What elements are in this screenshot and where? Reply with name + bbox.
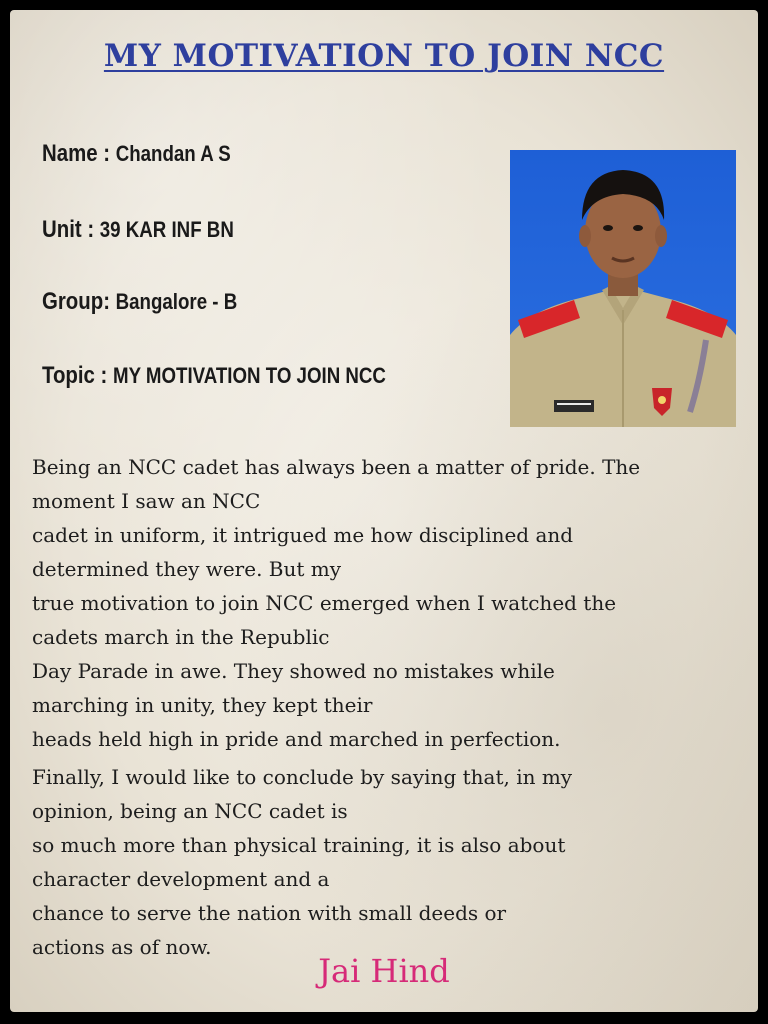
paragraph-line: chance to serve the nation with small deeds or [32,901,507,925]
paragraph-line: cadet in uniform, it intrigued me how disciplined and [32,523,574,547]
group-row [42,288,237,316]
paragraph-line: heads held high in pride and marched in perfection. [32,727,561,751]
paragraph-line: true motivation to join NCC emerged when I watched the [32,591,617,615]
paragraph-line: so much more than physical training, it is also about [32,833,566,857]
cadet-photo [510,150,736,427]
paragraph-line: character development and a [32,867,330,891]
topic-row [42,362,386,390]
name-value: Chandan A S [115,141,231,166]
paragraph-conclusion [32,760,732,964]
closing-salutation: Jai Hind [318,952,450,990]
paragraph-line: determined they were. But my [32,557,342,581]
name-label: Name : [42,140,116,167]
unit-label: Unit : [42,216,100,243]
topic-value: MY MOTIVATION TO JOIN NCC [113,363,386,388]
paragraph-line: marching in unity, they kept their [32,693,373,717]
name-row [42,140,231,168]
paragraph-line: Day Parade in awe. They showed no mistakes while [32,659,555,683]
group-label: Group: [42,288,116,315]
unit-row [42,216,234,244]
unit-value: 39 KAR INF BN [99,217,234,242]
group-value: Bangalore - B [115,289,238,314]
document-page [10,10,758,1012]
paragraph-line: actions as of now. [32,935,212,959]
paragraph-motivation [32,450,732,756]
paragraph-line: opinion, being an NCC cadet is [32,799,348,823]
paragraph-line: cadets march in the Republic [32,625,330,649]
topic-label: Topic : [42,362,114,389]
page-title: MY MOTIVATION TO JOIN NCC [103,38,665,74]
paragraph-line: Being an NCC cadet has always been a matter of pride. The [32,455,641,479]
paragraph-line: moment I saw an NCC [32,489,261,513]
cadet-portrait-image [510,150,736,427]
paragraph-line: Finally, I would like to conclude by saying that, in my [32,765,573,789]
